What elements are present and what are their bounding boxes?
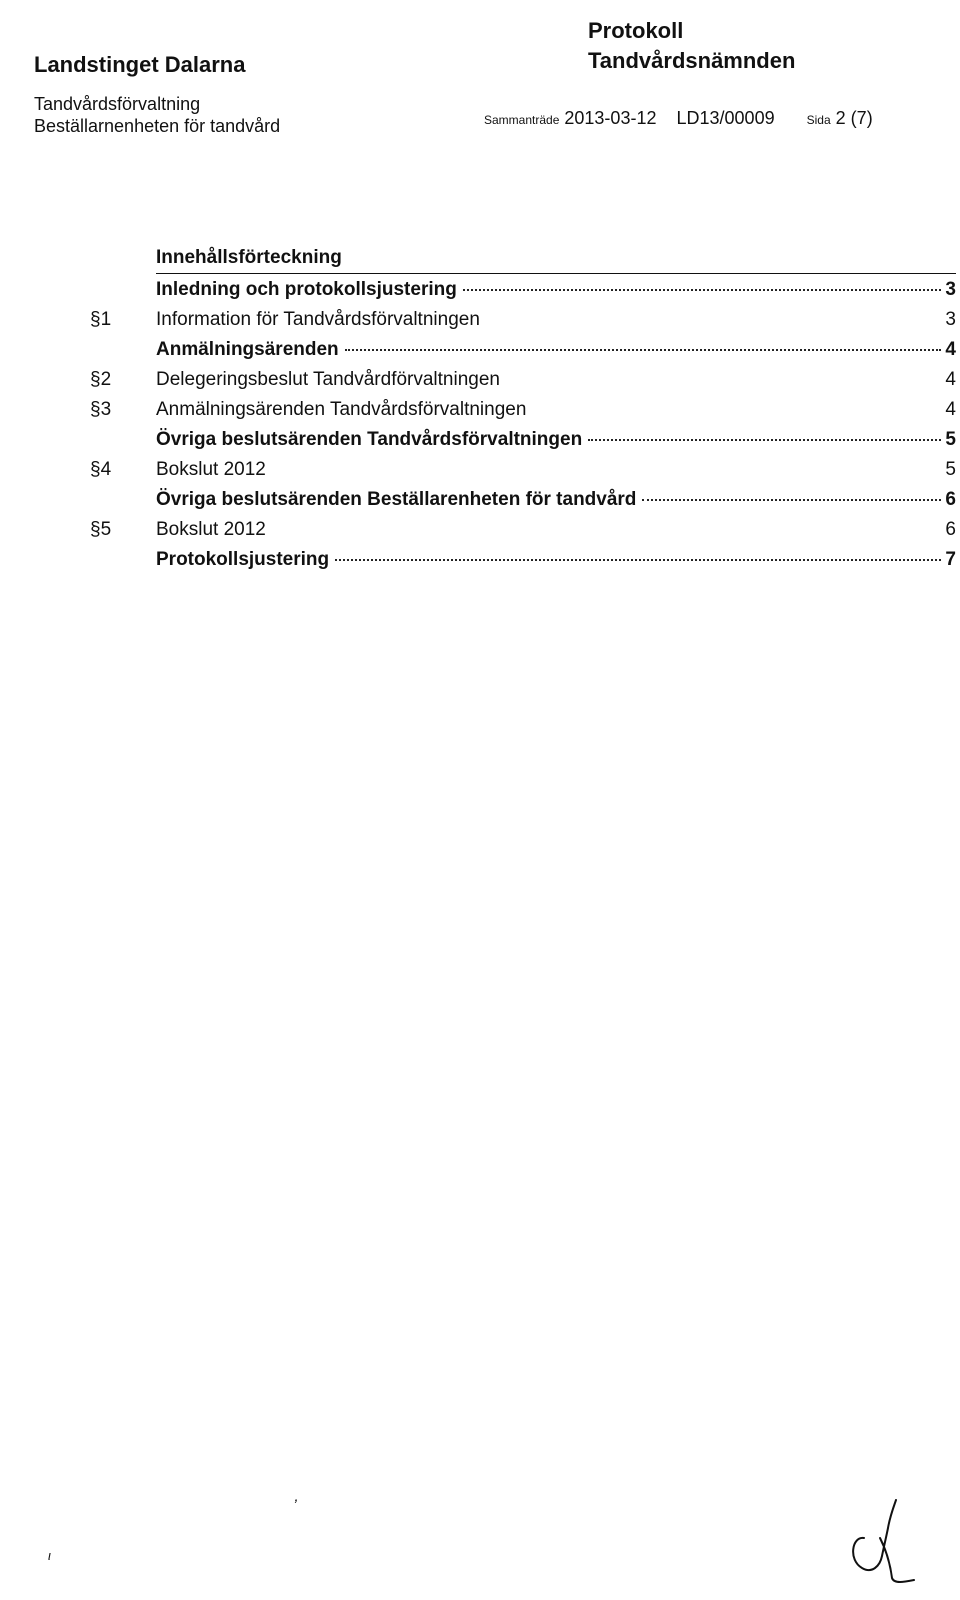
department-line-1: Tandvårdsförvaltning	[34, 94, 201, 114]
page-label: Sida	[806, 113, 831, 127]
toc-entry-page: 3	[945, 279, 956, 300]
table-of-contents	[90, 246, 956, 575]
toc-entry-page: 6	[945, 519, 956, 540]
committee-name: Tandvårdsnämnden	[588, 48, 796, 73]
toc-leader-dots	[335, 558, 941, 561]
toc-paragraph-number: §3	[90, 399, 112, 420]
toc-entry-label: Anmälningsärenden	[156, 339, 339, 360]
toc-title: Innehållsförteckning	[156, 246, 956, 274]
toc-entry-page: 6	[945, 489, 956, 510]
toc-entry-label: Bokslut 2012	[156, 519, 266, 540]
stray-mark: ʼ	[293, 1498, 297, 1515]
toc-leader-dots	[588, 438, 941, 441]
toc-leader-dots	[345, 348, 942, 351]
meeting-meta	[484, 108, 873, 129]
reference-number: LD13/00009	[676, 108, 775, 128]
toc-entry	[90, 305, 956, 335]
toc-entry	[90, 275, 956, 305]
toc-entry-page: 4	[945, 339, 956, 360]
document-type: Protokoll	[588, 18, 684, 43]
toc-entry-label: Övriga beslutsärenden Beställarenheten för tandvård	[156, 489, 637, 510]
toc-leader-dots	[642, 498, 941, 501]
organization-name: Landstinget Dalarna	[34, 52, 246, 77]
toc-entry-label: Information för Tandvårdsförvaltningen	[156, 309, 480, 330]
page-number: 2 (7)	[835, 108, 873, 128]
stray-mark: ι	[48, 1548, 51, 1563]
handwritten-initials-signature	[842, 1498, 922, 1588]
toc-entry	[90, 425, 956, 455]
toc-entry-label: Bokslut 2012	[156, 459, 266, 480]
toc-entry-page: 4	[945, 399, 956, 420]
toc-entry-label: Protokollsjustering	[156, 549, 330, 570]
toc-entry	[90, 335, 956, 365]
toc-entry	[90, 515, 956, 545]
toc-entry	[90, 365, 956, 395]
toc-entry	[90, 455, 956, 485]
toc-paragraph-number: §5	[90, 519, 112, 540]
toc-leader-dots	[463, 288, 942, 291]
toc-paragraph-number: §2	[90, 369, 112, 390]
meeting-label: Sammanträde	[484, 113, 560, 127]
toc-paragraph-number: §4	[90, 459, 112, 480]
toc-entry-label: Anmälningsärenden Tandvårdsförvaltningen	[156, 399, 527, 420]
toc-paragraph-number: §1	[90, 309, 112, 330]
toc-entry	[90, 395, 956, 425]
meeting-date: 2013-03-12	[564, 108, 657, 128]
toc-entry-label: Delegeringsbeslut Tandvårdförvaltningen	[156, 369, 500, 390]
toc-entry	[90, 485, 956, 515]
toc-entry-page: 3	[945, 309, 956, 330]
toc-entry-page: 5	[945, 429, 956, 450]
toc-entry-label: Inledning och protokollsjustering	[156, 279, 457, 300]
toc-entry-page: 4	[945, 369, 956, 390]
toc-entry-page: 7	[945, 549, 956, 570]
toc-entry-label: Övriga beslutsärenden Tandvårdsförvaltningen	[156, 429, 583, 450]
toc-entry	[90, 545, 956, 575]
department-line-2: Beställarnenheten för tandvård	[34, 116, 281, 136]
toc-entry-page: 5	[945, 459, 956, 480]
